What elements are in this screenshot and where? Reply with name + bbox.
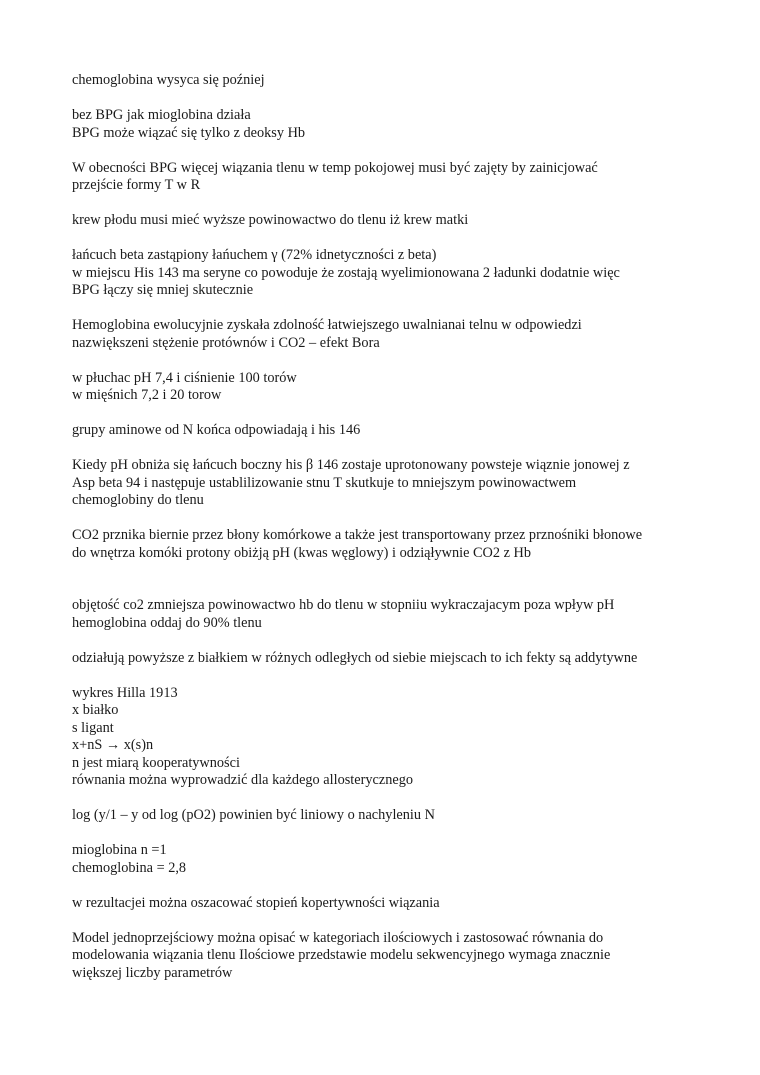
paragraph — [72, 212, 692, 230]
paragraph — [72, 895, 692, 913]
text-line: chemoglobina wysyca się poźniej — [72, 72, 265, 88]
text-line: do wnętrza komóki protony obiżją pH (kwas węglowy) i odziąływnie CO2 z Hb — [72, 544, 531, 561]
text-line: krew płodu musi mieć wyższe powinowactwo do tlenu iż krew matki — [72, 212, 469, 228]
text-line: hemoglobina oddaj do 90% tlenu — [72, 614, 262, 631]
paragraph — [72, 807, 692, 825]
text-line: CO2 prznika biernie przez błony komórkowe a także jest transportowany przez prznośniki błonowe — [72, 527, 643, 543]
paragraph — [72, 247, 692, 300]
text-line: w płuchac pH 7,4 i ciśnienie 100 torów — [72, 369, 297, 386]
document-body — [72, 72, 692, 1000]
text-line: wykres Hilla 1913 — [72, 684, 178, 701]
text-line: bez BPG jak mioglobina działa — [72, 107, 251, 123]
text-line: n jest miarą kooperatywności — [72, 754, 240, 771]
text-line: BPG łączy się mniej skutecznie — [72, 282, 254, 298]
text-line: Asp beta 94 i następuje ustablilizowanie stnu T skutkuje to mniejszym powinowactwem — [72, 474, 577, 491]
text-line: w miejscu His 143 ma seryne co powoduje że zostają wyelimionowana 2 ładunki dodatnie więc — [72, 264, 620, 281]
paragraph — [72, 160, 692, 195]
paragraph — [72, 370, 692, 405]
paragraph — [72, 457, 692, 510]
text-line: grupy aminowe od N końca odpowiadają i his 146 — [72, 422, 361, 438]
paragraph — [72, 685, 692, 790]
paragraph — [72, 107, 692, 142]
text-line: mioglobina n =1 — [72, 842, 167, 858]
paragraph — [72, 842, 692, 877]
paragraph — [72, 72, 692, 90]
text-line: większej liczby parametrów — [72, 964, 233, 981]
text-line: Kiedy pH obniża się łańcuch boczny his β 146 zostaje uprotonowany powsteje wiąznie jonowej z — [72, 457, 630, 473]
text-line: nazwiększeni stężenie protównów i CO2 – efekt Bora — [72, 334, 380, 351]
text-line: objętość co2 zmniejsza powinowactwo hb do tlenu w stopniiu wykraczajacym poza wpływ pH — [72, 597, 615, 613]
text-line: W obecności BPG więcej wiązania tlenu w temp pokojowej musi być zajęty by zainicjować — [72, 159, 598, 176]
text-line: równania można wyprowadzić dla każdego allosterycznego — [72, 772, 413, 788]
text-line: s ligant — [72, 719, 114, 736]
paragraph — [72, 317, 692, 352]
text-line: x+nS → x(s)n — [72, 737, 154, 753]
paragraph — [72, 597, 692, 632]
paragraph — [72, 527, 692, 562]
text-line: odziałują powyższe z białkiem w różnych odległych od siebie miejscach to ich fekty są addytywne — [72, 649, 638, 666]
text-line: log (y/1 – y od log (pO2) powinien być liniowy o nachyleniu N — [72, 807, 435, 823]
text-line: Model jednoprzejściowy można opisać w kategoriach ilościowych i zastosować równania do — [72, 929, 604, 946]
text-line: chemoglobiny do tlenu — [72, 492, 204, 508]
text-line: w rezultacjei można oszacować stopień kopertywności wiązania — [72, 894, 440, 911]
paragraph — [72, 650, 692, 668]
text-line: w mięśnich 7,2 i 20 torow — [72, 387, 222, 403]
text-line: BPG może wiązać się tylko z deoksy Hb — [72, 124, 306, 141]
text-line: modelowania wiązania tlenu Ilościowe przedstawie modelu sekwencyjnego wymaga znacznie — [72, 947, 611, 963]
text-line: Hemoglobina ewolucyjnie zyskała zdolność łatwiejszego uwalnianai telnu w odpowiedzi — [72, 317, 582, 333]
text-line: przejście formy T w R — [72, 177, 201, 193]
paragraph — [72, 422, 692, 440]
text-line: x białko — [72, 702, 119, 718]
text-line: chemoglobina = 2,8 — [72, 859, 187, 876]
text-line: łańcuch beta zastąpiony łańuchem γ (72% idnetyczności z beta) — [72, 247, 437, 263]
paragraph — [72, 930, 692, 983]
